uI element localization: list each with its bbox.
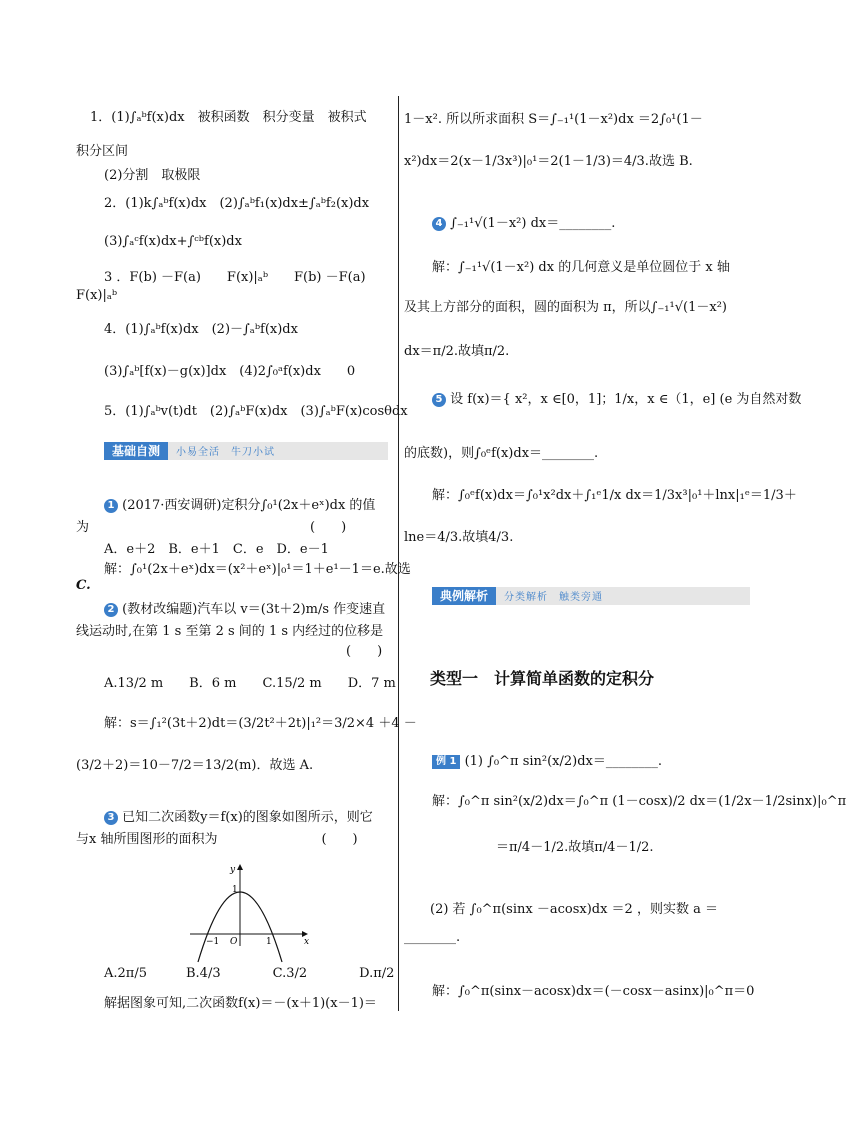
example-1-part-2-solution: 解：∫₀^π(sinx－acosx)dx＝(－cosx－asinx)|₀^π＝0 (432, 984, 755, 999)
answer-4-line-2: (3)∫ₐᵇ[f(x)－g(x)]dx (4)2∫₀ᵃf(x)dx 0 (104, 364, 356, 379)
question-5 (432, 388, 801, 407)
question-4-text: ∫₋₁¹√(1－x²) dx＝________. (450, 216, 616, 231)
answer-3-line: 3 ．F(b) －F(a) F(x)|ₐᵇ F(b) －F(a) (104, 270, 366, 285)
question-4-solution-2: 及其上方部分的面积，圆的面积为 π，所以∫₋₁¹√(1－x²) (404, 300, 727, 315)
q3-solution-cont-2: x²)dx＝2(x－1/3x³)|₀¹＝2(1－1/3)＝4/3.故选 B. (404, 154, 693, 169)
y-axis-arrow (237, 864, 243, 870)
answer-4-line: 4．(1)∫ₐᵇf(x)dx (2)－∫ₐᵇf(x)dx (104, 322, 298, 337)
answer-5-line: 5．(1)∫ₐᵇv(t)dt (2)∫ₐᵇF(x)dx (3)∫ₐᵇF(x)cosθdx (104, 404, 408, 419)
question-4-solution-3: dx＝π/2.故填π/2. (404, 344, 510, 359)
question-3-solution: 解据图象可知,二次函数f(x)＝－(x＋1)(x－1)＝ (104, 996, 377, 1011)
question-2 (104, 598, 385, 617)
question-5-text: 设 f(x)＝{ x²，x ∈[0，1]；1/x，x ∈（1，e] (e 为自然对数 (450, 392, 802, 407)
question-3 (104, 806, 373, 825)
question-1 (104, 494, 375, 513)
question-1-line-2: 为 ( ) (76, 520, 347, 535)
question-1-text: (2017·西安调研)定积分∫₀¹(2x＋eˣ)dx 的值 (122, 498, 376, 513)
example-1-part-2: (2) 若 ∫₀^π(sinx －acosx)dx ＝2 ，则实数 a ＝ (430, 902, 718, 917)
section-tag: 基础自测 (104, 442, 168, 460)
example-1-solution: 解：∫₀^π sin²(x/2)dx＝∫₀^π (1－cosx)/2 dx＝(1/2x－1/2sinx)|₀^π (432, 794, 846, 809)
question-number-badge: 1 (104, 499, 118, 513)
type-heading: 类型一 计算简单函数的定积分 (430, 669, 655, 688)
question-5-solution: 解：∫₀ᵉf(x)dx＝∫₀¹x²dx＋∫₁ᵉ1/x dx＝1/3x³|₀¹＋lnx|₁ᵉ＝1/3＋ (432, 488, 797, 503)
question-5-line-2: 的底数)，则∫₀ᵉf(x)dx＝________. (404, 446, 599, 461)
question-2-solution-2: (3/2＋2)＝10－7/2＝13/2(m)．故选 A. (76, 758, 314, 773)
section-bar-basic (104, 442, 388, 460)
example-1-part-2-blank: ________. (404, 930, 461, 945)
question-number-badge: 3 (104, 811, 118, 825)
question-number-badge: 2 (104, 603, 118, 617)
question-3-text: 已知二次函数y＝f(x)的图象如图所示，则它 (122, 810, 373, 825)
section-subtitle: 分类解析 触类旁通 (504, 592, 604, 603)
question-1-solution: 解：∫₀¹(2x＋eˣ)dx＝(x²＋eˣ)|₀¹＝1＋e¹－1＝e.故选 (104, 562, 411, 577)
example-1-part-1: (1) ∫₀^π sin²(x/2)dx＝________. (464, 754, 663, 769)
question-2-options: A.13/2 m B．6 m C.15/2 m D．7 m (104, 676, 396, 691)
question-4-solution: 解：∫₋₁¹√(1－x²) dx 的几何意义是单位圆位于 x 轴 (432, 260, 730, 275)
y-axis-label: y (230, 865, 236, 875)
question-2-text: (教材改编题)汽车以 v＝(3t＋2)m/s 作变速直 (122, 602, 386, 617)
question-number-badge: 4 (432, 217, 446, 231)
section-subtitle: 小易全活 牛刀小试 (176, 447, 276, 458)
y-one-label: 1 (232, 885, 238, 895)
answer-1-line-2: 积分区间 (76, 144, 129, 159)
question-1-options: A．e＋2 B．e＋1 C．e D．e－1 (104, 542, 329, 557)
question-5-solution-2: lne＝4/3.故填4/3. (404, 530, 514, 545)
x-one-label: 1 (266, 937, 272, 947)
question-3-options: A.2π/5 B.4/3 C.3/2 D.π/2 (104, 966, 395, 981)
question-3-line-2: 与x 轴所围图形的面积为 ( ) (76, 832, 358, 847)
origin-label: O (230, 937, 238, 947)
question-4 (432, 212, 615, 231)
example-1-solution-2: ＝π/4－1/2.故填π/4－1/2. (496, 840, 654, 855)
x-neg-one-label: −1 (206, 937, 220, 947)
question-1-solution-end: C. (76, 578, 91, 593)
question-number-badge: 5 (432, 393, 446, 407)
answer-2-part-3: (3)∫ₐᶜf(x)dx+∫ᶜᵇf(x)dx (104, 234, 242, 249)
answer-1-part-2: (2)分割 取极限 (104, 168, 201, 183)
q3-solution-cont: 1－x². 所以所求面积 S＝∫₋₁¹(1－x²)dx ＝2∫₀¹(1－ (404, 112, 703, 127)
section-bar-examples (432, 587, 750, 605)
column-divider (398, 96, 399, 1011)
section-tag: 典例解析 (432, 587, 496, 605)
parabola-graph (190, 862, 310, 946)
question-2-solution: 解：s＝∫₁²(3t＋2)dt＝(3/2t²＋2t)|₁²＝3/2×4 ＋4 － (104, 716, 417, 731)
question-2-bracket: ( ) (346, 644, 383, 659)
question-2-line-2: 线运动时,在第 1 s 至第 2 s 间的 1 s 内经过的位移是 (76, 624, 384, 639)
example-1 (432, 750, 662, 769)
example-tag: 例 1 (432, 755, 460, 769)
answer-1-line: 1．(1)∫ₐᵇf(x)dx 被积函数 积分变量 被积式 (90, 110, 367, 125)
answer-3-line-2: F(x)|ₐᵇ (76, 288, 118, 303)
answer-2-line: 2．(1)k∫ₐᵇf(x)dx (2)∫ₐᵇf₁(x)dx±∫ₐᵇf₂(x)dx (104, 196, 370, 211)
x-axis-label: x (304, 937, 310, 947)
